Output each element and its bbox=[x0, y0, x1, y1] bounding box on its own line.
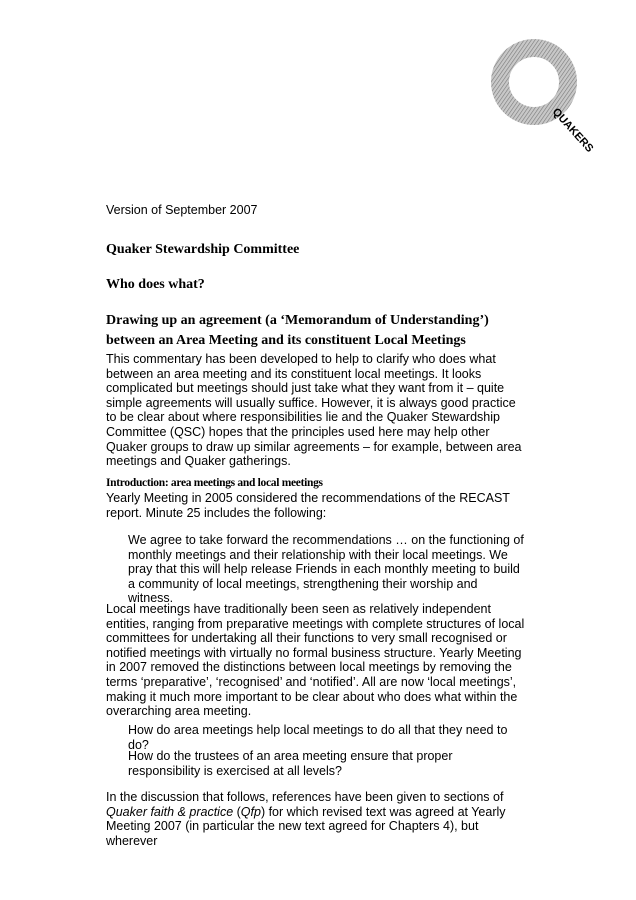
minute-quote: We agree to take forward the recommendations … on the functioning of monthly meetings and their relationship with their local meetings. We pray that this will help release Friends in each monthly meeting to build a community of local meetings, strengthening their worship and witness. bbox=[128, 533, 524, 606]
recast-paragraph: Yearly Meeting in 2005 considered the recommendations of the RECAST report. Minute 25 includes the following: bbox=[106, 491, 510, 520]
book-abbreviation: Qfp bbox=[240, 804, 261, 819]
discussion-text-mid: ( bbox=[233, 804, 241, 819]
question-title: Who does what? bbox=[106, 277, 205, 292]
logo-wordmark: QUAKERS bbox=[549, 105, 596, 155]
local-meetings-paragraph: Local meetings have traditionally been seen as relatively independent entities, ranging from preparative meetings with complete structures of local committees for undertaking all their functions to very small recognised or notified meetings with virtually no formal business structure. Yearly Meeting in 2007 removed the distinctions between local meetings by removing the terms ‘preparative’, ‘recognised’ and ‘notified’. All are now ‘local meetings’, making it much more important to be clear about who does what within the overarching area meeting. bbox=[106, 602, 525, 719]
discussion-text-pre: In the discussion that follows, references have been given to sections of bbox=[106, 790, 504, 804]
section-heading: Introduction: area meetings and local meetings bbox=[106, 477, 323, 489]
heading-line-1: Drawing up an agreement (a ‘Memorandum of Understanding’) bbox=[106, 313, 489, 328]
intro-paragraph: This commentary has been developed to help to clarify who does what between an area meeting and its constituent local meetings. It looks complicated but meetings should just take what they want from it – quite simple agreements will usually suffice. However, it is always good practice to be clear about where responsibilities lie and the Quaker Stewardship Committee (QSC) hopes that the principles used here may help other Quaker groups to draw up similar agreements – for example, between area meetings and Quaker gatherings. bbox=[106, 352, 522, 469]
version-line: Version of September 2007 bbox=[106, 203, 258, 217]
quakers-q-logo-icon bbox=[478, 32, 596, 155]
question-2: How do the trustees of an area meeting ensure that proper responsibility is exercised at all levels? bbox=[128, 749, 453, 778]
quakers-logo bbox=[478, 32, 596, 155]
heading-line-2: between an Area Meeting and its constituent Local Meetings bbox=[106, 333, 466, 348]
discussion-text-post: ) for which revised text was agreed at Yearly Meeting 2007 (in particular the new text agreed for Chapters 4), but wherever bbox=[106, 804, 506, 848]
question-1: How do area meetings help local meetings to do all that they need to do? bbox=[128, 723, 508, 752]
discussion-paragraph bbox=[106, 790, 526, 848]
committee-title: Quaker Stewardship Committee bbox=[106, 242, 300, 257]
book-title: Quaker faith & practice bbox=[106, 804, 234, 819]
